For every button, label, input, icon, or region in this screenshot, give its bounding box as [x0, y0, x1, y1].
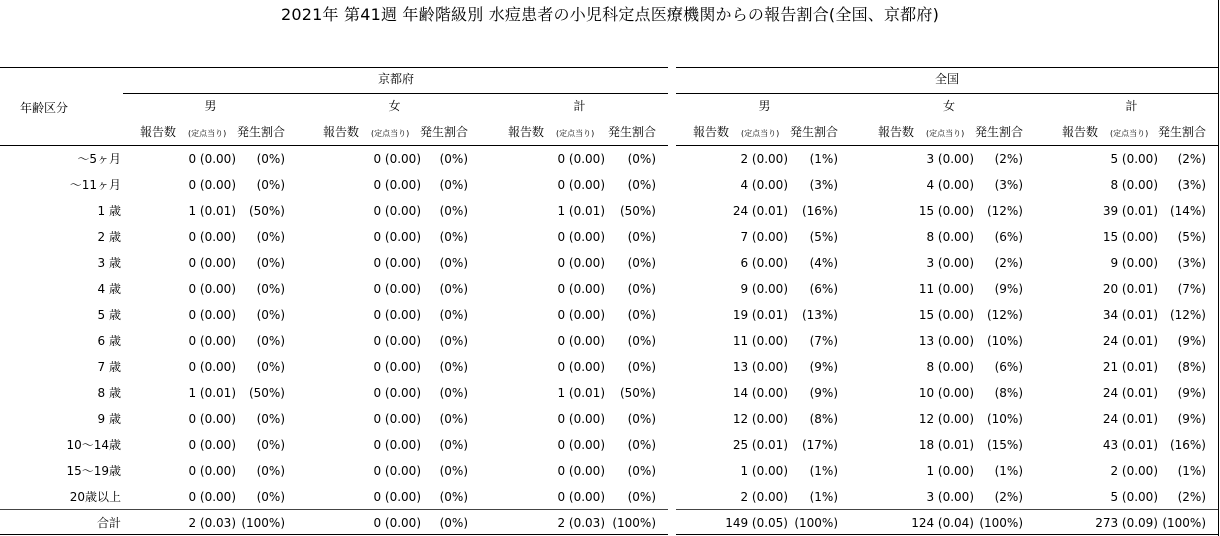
ratio-header: 発生割合 [608, 125, 657, 139]
report-count-header: 報告数 [693, 125, 730, 139]
rule-line [676, 145, 1218, 146]
report-count-cell: 0 (0.00) [188, 178, 236, 192]
ratio-cell: (0%) [439, 490, 468, 504]
ratio-cell: (100%) [794, 516, 838, 530]
report-count-cell: 9 (0.00) [740, 282, 788, 296]
report-count-cell: 0 (0.00) [557, 334, 605, 348]
rule-line [0, 509, 668, 510]
ratio-cell: (4%) [809, 256, 838, 270]
report-count-cell: 0 (0.00) [188, 412, 236, 426]
ratio-cell: (0%) [627, 464, 656, 478]
page-title: 2021年 第41週 年齢階級別 水痘患者の小児科定点医療機関からの報告割合(全国、京都府) [280, 5, 940, 24]
ratio-cell: (6%) [994, 230, 1023, 244]
report-count-cell: 15 (0.00) [918, 308, 974, 322]
ratio-cell: (2%) [994, 256, 1023, 270]
report-count-cell: 124 (0.04) [911, 516, 974, 530]
ratio-cell: (1%) [809, 152, 838, 166]
report-count-cell: 0 (0.00) [373, 178, 421, 192]
report-count-cell: 24 (0.01) [732, 204, 788, 218]
report-count-cell: 0 (0.00) [188, 256, 236, 270]
ratio-cell: (0%) [627, 152, 656, 166]
ratio-cell: (0%) [627, 308, 656, 322]
sex-header: 女 [942, 99, 955, 113]
ratio-cell: (14%) [1169, 204, 1206, 218]
report-count-cell: 0 (0.00) [188, 308, 236, 322]
ratio-cell: (0%) [256, 360, 285, 374]
report-count-cell: 39 (0.01) [1102, 204, 1158, 218]
report-count-header: 報告数 [140, 125, 177, 139]
ratio-cell: (0%) [256, 412, 285, 426]
report-count-cell: 0 (0.00) [557, 178, 605, 192]
ratio-cell: (2%) [1177, 152, 1206, 166]
sex-header: 男 [204, 99, 217, 113]
report-count-cell: 8 (0.00) [926, 230, 974, 244]
report-count-cell: 0 (0.00) [373, 152, 421, 166]
ratio-cell: (2%) [1177, 490, 1206, 504]
report-count-cell: 0 (0.00) [188, 334, 236, 348]
report-count-cell: 34 (0.01) [1102, 308, 1158, 322]
ratio-cell: (0%) [439, 516, 468, 530]
ratio-cell: (0%) [256, 438, 285, 452]
ratio-cell: (9%) [809, 386, 838, 400]
ratio-cell: (0%) [627, 360, 656, 374]
age-label: 3 歳 [97, 256, 121, 270]
age-label: 合計 [96, 516, 121, 530]
ratio-cell: (5%) [809, 230, 838, 244]
report-count-cell: 2 (0.03) [188, 516, 236, 530]
ratio-cell: (0%) [627, 256, 656, 270]
ratio-cell: (0%) [627, 490, 656, 504]
ratio-cell: (0%) [439, 412, 468, 426]
age-label: 15～19歳 [66, 464, 121, 478]
report-count-cell: 4 (0.00) [926, 178, 974, 192]
report-count-cell: 0 (0.00) [557, 152, 605, 166]
rule-line [0, 145, 668, 146]
report-count-cell: 0 (0.00) [373, 412, 421, 426]
rule-line [0, 67, 668, 68]
report-count-cell: 3 (0.00) [926, 490, 974, 504]
ratio-cell: (0%) [256, 464, 285, 478]
ratio-cell: (0%) [627, 178, 656, 192]
ratio-cell: (15%) [986, 438, 1023, 452]
report-count-cell: 5 (0.00) [1110, 152, 1158, 166]
report-count-cell: 8 (0.00) [1110, 178, 1158, 192]
ratio-cell: (0%) [439, 334, 468, 348]
per-site-header: (定点当り) [741, 129, 780, 138]
report-count-cell: 3 (0.00) [926, 256, 974, 270]
report-count-cell: 24 (0.01) [1102, 386, 1158, 400]
report-count-cell: 24 (0.01) [1102, 412, 1158, 426]
report-count-cell: 0 (0.00) [557, 282, 605, 296]
ratio-cell: (12%) [986, 204, 1023, 218]
report-count-cell: 0 (0.00) [557, 256, 605, 270]
report-count-cell: 0 (0.00) [373, 464, 421, 478]
report-count-cell: 0 (0.00) [373, 516, 421, 530]
ratio-cell: (0%) [256, 152, 285, 166]
ratio-cell: (0%) [439, 308, 468, 322]
region-header: 全国 [934, 72, 959, 86]
report-count-cell: 0 (0.00) [373, 334, 421, 348]
sex-header: 計 [573, 99, 586, 113]
ratio-cell: (100%) [1162, 516, 1206, 530]
per-site-header: (定点当り) [556, 129, 595, 138]
report-count-cell: 1 (0.01) [188, 204, 236, 218]
report-count-cell: 0 (0.00) [557, 464, 605, 478]
ratio-cell: (16%) [1169, 438, 1206, 452]
ratio-cell: (50%) [619, 204, 656, 218]
ratio-cell: (10%) [986, 334, 1023, 348]
per-site-header: (定点当り) [188, 129, 227, 138]
report-count-cell: 0 (0.00) [373, 204, 421, 218]
sex-header: 男 [758, 99, 771, 113]
ratio-cell: (0%) [256, 308, 285, 322]
ratio-cell: (9%) [1177, 334, 1206, 348]
ratio-cell: (0%) [256, 256, 285, 270]
report-count-cell: 0 (0.00) [373, 308, 421, 322]
age-label: 7 歳 [97, 360, 121, 374]
row-header-age: 年齢区分 [20, 101, 69, 115]
report-count-cell: 0 (0.00) [373, 256, 421, 270]
ratio-cell: (2%) [994, 152, 1023, 166]
age-label: 2 歳 [97, 230, 121, 244]
report-count-cell: 0 (0.00) [188, 152, 236, 166]
report-count-cell: 0 (0.00) [557, 438, 605, 452]
report-count-cell: 0 (0.00) [373, 230, 421, 244]
report-count-cell: 11 (0.00) [918, 282, 974, 296]
ratio-cell: (0%) [439, 178, 468, 192]
ratio-cell: (9%) [1177, 386, 1206, 400]
per-site-header: (定点当り) [1110, 129, 1149, 138]
ratio-header: 発生割合 [1158, 125, 1207, 139]
report-count-cell: 10 (0.00) [918, 386, 974, 400]
report-count-cell: 0 (0.00) [557, 412, 605, 426]
rule-line [676, 534, 1218, 535]
ratio-cell: (5%) [1177, 230, 1206, 244]
ratio-cell: (8%) [994, 386, 1023, 400]
report-count-cell: 2 (0.00) [1110, 464, 1158, 478]
ratio-cell: (0%) [439, 360, 468, 374]
ratio-cell: (0%) [439, 438, 468, 452]
report-count-cell: 14 (0.00) [732, 386, 788, 400]
report-count-cell: 0 (0.00) [557, 490, 605, 504]
report-count-cell: 7 (0.00) [740, 230, 788, 244]
report-count-header: 報告数 [878, 125, 915, 139]
report-count-cell: 15 (0.00) [918, 204, 974, 218]
sex-header: 女 [388, 99, 401, 113]
ratio-cell: (0%) [627, 282, 656, 296]
report-count-cell: 6 (0.00) [740, 256, 788, 270]
ratio-cell: (0%) [627, 412, 656, 426]
age-label: 1 歳 [97, 204, 121, 218]
report-count-cell: 5 (0.00) [1110, 490, 1158, 504]
report-count-cell: 149 (0.05) [725, 516, 788, 530]
report-count-cell: 1 (0.01) [188, 386, 236, 400]
ratio-cell: (50%) [619, 386, 656, 400]
ratio-header: 発生割合 [975, 125, 1024, 139]
report-count-header: 報告数 [508, 125, 545, 139]
report-count-cell: 43 (0.01) [1102, 438, 1158, 452]
ratio-cell: (1%) [1177, 464, 1206, 478]
report-count-cell: 0 (0.00) [373, 438, 421, 452]
report-count-cell: 4 (0.00) [740, 178, 788, 192]
ratio-cell: (9%) [809, 360, 838, 374]
age-label: 20歳以上 [69, 490, 121, 504]
rule-line [676, 67, 1218, 68]
ratio-cell: (7%) [1177, 282, 1206, 296]
report-count-cell: 9 (0.00) [1110, 256, 1158, 270]
rule-line [123, 93, 668, 94]
report-count-cell: 2 (0.00) [740, 490, 788, 504]
report-count-cell: 15 (0.00) [1102, 230, 1158, 244]
report-count-cell: 12 (0.00) [918, 412, 974, 426]
rule-line [676, 509, 1218, 510]
ratio-cell: (3%) [994, 178, 1023, 192]
report-count-cell: 13 (0.00) [732, 360, 788, 374]
ratio-cell: (100%) [241, 516, 285, 530]
report-count-cell: 1 (0.01) [557, 386, 605, 400]
region-header: 京都府 [377, 72, 414, 86]
ratio-cell: (0%) [439, 464, 468, 478]
ratio-cell: (3%) [1177, 256, 1206, 270]
ratio-cell: (0%) [256, 490, 285, 504]
report-count-cell: 13 (0.00) [918, 334, 974, 348]
report-count-cell: 0 (0.00) [373, 490, 421, 504]
report-count-cell: 3 (0.00) [926, 152, 974, 166]
ratio-cell: (9%) [1177, 412, 1206, 426]
ratio-cell: (16%) [801, 204, 838, 218]
rule-line [676, 93, 1218, 94]
ratio-cell: (6%) [994, 360, 1023, 374]
per-site-header: (定点当り) [371, 129, 410, 138]
report-count-header: 報告数 [1062, 125, 1099, 139]
ratio-cell: (10%) [986, 412, 1023, 426]
report-count-cell: 0 (0.00) [373, 282, 421, 296]
ratio-cell: (6%) [809, 282, 838, 296]
report-count-cell: 0 (0.00) [557, 360, 605, 374]
ratio-cell: (50%) [248, 204, 285, 218]
ratio-header: 発生割合 [237, 125, 286, 139]
report-count-cell: 0 (0.00) [188, 438, 236, 452]
report-count-cell: 0 (0.00) [557, 308, 605, 322]
ratio-cell: (0%) [439, 204, 468, 218]
age-label: ～11ヶ月 [69, 178, 121, 192]
ratio-cell: (12%) [1169, 308, 1206, 322]
report-count-cell: 0 (0.00) [373, 386, 421, 400]
ratio-cell: (3%) [1177, 178, 1206, 192]
age-label: 6 歳 [97, 334, 121, 348]
age-label: 8 歳 [97, 386, 121, 400]
report-count-cell: 273 (0.09) [1095, 516, 1158, 530]
report-count-cell: 0 (0.00) [188, 360, 236, 374]
ratio-cell: (100%) [612, 516, 656, 530]
ratio-cell: (0%) [439, 152, 468, 166]
report-count-cell: 1 (0.01) [557, 204, 605, 218]
ratio-cell: (100%) [979, 516, 1023, 530]
report-count-cell: 24 (0.01) [1102, 334, 1158, 348]
report-count-cell: 0 (0.00) [188, 230, 236, 244]
ratio-cell: (1%) [809, 490, 838, 504]
report-count-cell: 0 (0.00) [188, 282, 236, 296]
report-count-cell: 21 (0.01) [1102, 360, 1158, 374]
report-count-cell: 8 (0.00) [926, 360, 974, 374]
report-count-cell: 19 (0.01) [732, 308, 788, 322]
age-label: 10～14歳 [66, 438, 121, 452]
ratio-cell: (8%) [1177, 360, 1206, 374]
ratio-cell: (0%) [256, 282, 285, 296]
ratio-cell: (3%) [809, 178, 838, 192]
ratio-cell: (0%) [439, 386, 468, 400]
report-count-cell: 0 (0.00) [373, 360, 421, 374]
report-count-cell: 0 (0.00) [188, 490, 236, 504]
ratio-cell: (8%) [809, 412, 838, 426]
age-label: 4 歳 [97, 282, 121, 296]
report-count-cell: 20 (0.01) [1102, 282, 1158, 296]
ratio-header: 発生割合 [420, 125, 469, 139]
right-border [1218, 0, 1219, 536]
report-count-cell: 11 (0.00) [732, 334, 788, 348]
ratio-cell: (1%) [809, 464, 838, 478]
ratio-cell: (0%) [256, 178, 285, 192]
ratio-cell: (50%) [248, 386, 285, 400]
report-count-cell: 2 (0.00) [740, 152, 788, 166]
ratio-cell: (0%) [627, 230, 656, 244]
age-label: 9 歳 [97, 412, 121, 426]
report-count-cell: 25 (0.01) [732, 438, 788, 452]
ratio-cell: (12%) [986, 308, 1023, 322]
report-count-cell: 1 (0.00) [926, 464, 974, 478]
ratio-cell: (17%) [801, 438, 838, 452]
ratio-cell: (0%) [627, 438, 656, 452]
report-count-cell: 1 (0.00) [740, 464, 788, 478]
age-label: 5 歳 [97, 308, 121, 322]
ratio-cell: (0%) [439, 230, 468, 244]
ratio-cell: (0%) [256, 334, 285, 348]
report-count-cell: 0 (0.00) [557, 230, 605, 244]
report-count-cell: 0 (0.00) [188, 464, 236, 478]
ratio-cell: (9%) [994, 282, 1023, 296]
per-site-header: (定点当り) [926, 129, 965, 138]
report-count-cell: 2 (0.03) [557, 516, 605, 530]
age-label: ～5ヶ月 [77, 152, 121, 166]
ratio-cell: (0%) [439, 256, 468, 270]
ratio-cell: (0%) [627, 334, 656, 348]
ratio-cell: (13%) [801, 308, 838, 322]
ratio-cell: (0%) [439, 282, 468, 296]
ratio-cell: (7%) [809, 334, 838, 348]
report-count-header: 報告数 [323, 125, 360, 139]
ratio-cell: (0%) [256, 230, 285, 244]
rule-line [0, 534, 668, 535]
ratio-cell: (1%) [994, 464, 1023, 478]
report-count-cell: 18 (0.01) [918, 438, 974, 452]
report-count-cell: 12 (0.00) [732, 412, 788, 426]
ratio-header: 発生割合 [790, 125, 839, 139]
ratio-cell: (2%) [994, 490, 1023, 504]
sex-header: 計 [1125, 99, 1138, 113]
